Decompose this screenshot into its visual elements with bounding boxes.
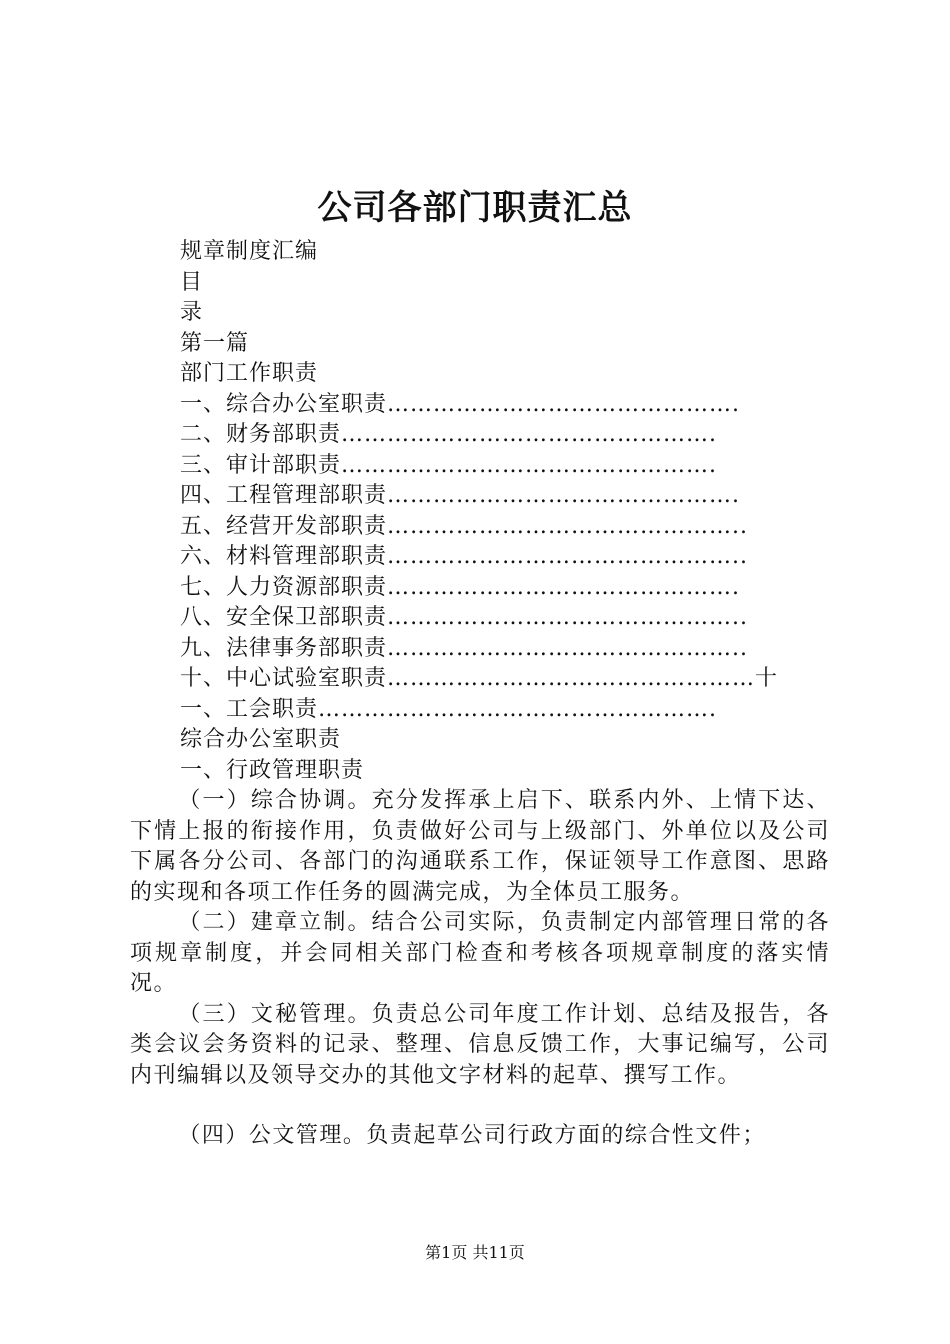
toc-line: 目 — [180, 269, 204, 295]
toc-entry: 十、中心试验室职责…………………………………………十 — [180, 666, 779, 691]
toc-entry: 九、法律事务部职责……………………………………….. — [180, 635, 748, 661]
toc-entry: 六、材料管理部职责……………………………………….. — [180, 544, 748, 569]
toc-entry: 七、人力资源部职责………………………………………. — [180, 574, 740, 600]
toc-entry: 八、安全保卫部职责……………………………………….. — [180, 605, 748, 630]
paragraph: （三）文秘管理。负责总公司年度工作计划、总结及报告，各类会议会务资料的记录、整理、信息反馈工作，大事记编写，公司内刊编辑以及领导交办的其他文字材料的起草、撰写工作。 — [130, 1001, 830, 1088]
subsection-heading: 一、行政管理职责 — [180, 757, 365, 783]
toc-entry: 五、经营开发部职责……………………………………….. — [180, 513, 748, 539]
table-of-contents — [180, 237, 778, 786]
toc-entry: 一、工会职责……………………………………………. — [180, 696, 717, 722]
toc-line: 规章制度汇编 — [180, 239, 319, 264]
section-heading: 综合办公室职责 — [180, 727, 342, 752]
toc-line: 第一篇 — [180, 330, 250, 356]
paragraph: （四）公文管理。负责起草公司行政方面的综合性文件； — [178, 1123, 766, 1148]
toc-entry: 二、财务部职责…………………………………………. — [180, 422, 717, 447]
body-text — [130, 786, 830, 1152]
paragraph: （一）综合协调。充分发挥承上启下、联系内外、上情下达、下情上报的衔接作用，负责做好公司与上级部门、外单位以及公司下属各分公司、各部门的沟通联系工作，保证领导工作意图、思路的实现和各项工作任务的圆满完成，为全体员工服务。 — [130, 788, 830, 905]
toc-entry: 一、综合办公室职责………………………………………. — [180, 391, 740, 417]
toc-entry: 四、工程管理部职责………………………………………. — [180, 483, 740, 508]
toc-line: 部门工作职责 — [180, 361, 319, 386]
toc-entry: 三、审计部职责…………………………………………. — [180, 452, 717, 478]
document-title: 公司各部门职责汇总 — [317, 188, 633, 228]
paragraph: （二）建章立制。结合公司实际，负责制定内部管理日常的各项规章制度，并会同相关部门检查和考核各项规章制度的落实情况。 — [130, 910, 830, 996]
page-footer: 第1页 共11页 — [425, 1243, 525, 1262]
toc-line: 录 — [180, 300, 204, 325]
